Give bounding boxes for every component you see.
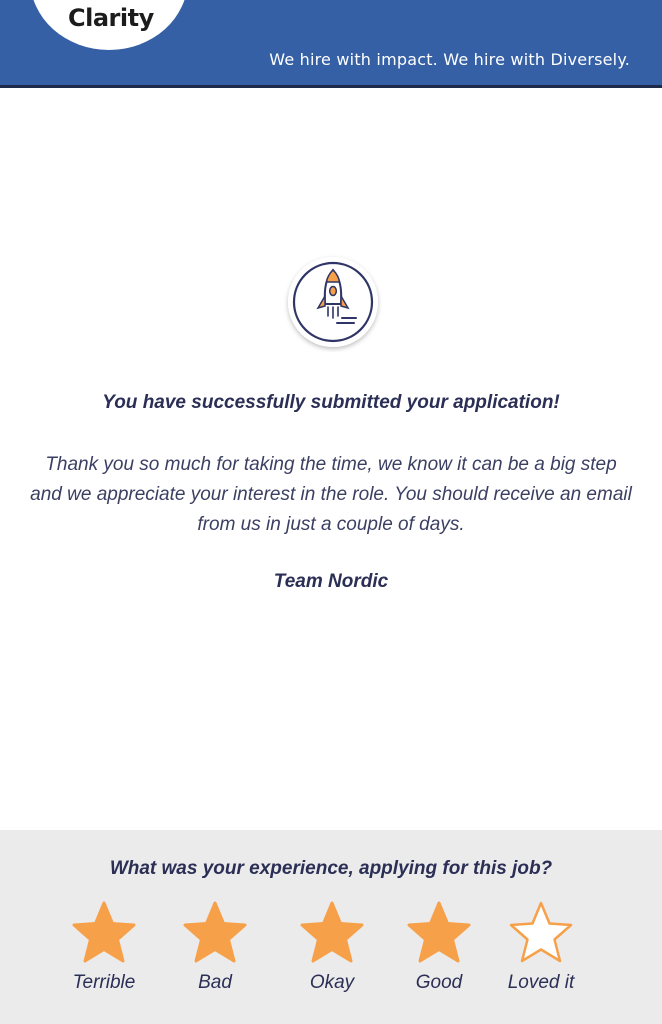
star-icon	[405, 900, 473, 966]
logo[interactable]: Clarity	[68, 4, 154, 32]
star-icon	[70, 900, 138, 966]
signature: Team Nordic	[273, 571, 389, 592]
rating-terrible[interactable]	[59, 900, 149, 994]
rating-bad[interactable]	[170, 900, 260, 994]
rating-loved-it[interactable]	[496, 900, 586, 994]
star-icon	[181, 900, 249, 966]
star-outline-icon	[507, 900, 575, 966]
confirmation-message: Thank you so much for taking the time, we know it can be a big step and we appreciate your interest in the role. You should receive an email from us in just a couple of days.	[30, 454, 632, 535]
rating-label: Terrible	[72, 972, 136, 993]
rating-label: Good	[415, 972, 463, 993]
rating-okay[interactable]	[287, 900, 377, 994]
rating-good[interactable]	[394, 900, 484, 994]
rating-label: Loved it	[507, 972, 575, 993]
rocket-icon	[282, 254, 384, 352]
success-title: You have successfully submitted your application!	[102, 392, 560, 413]
feedback-section	[0, 830, 662, 1024]
rating-label: Okay	[309, 972, 355, 993]
star-icon	[298, 900, 366, 966]
tagline: We hire with impact. We hire with Diversely.	[269, 50, 630, 69]
feedback-question: What was your experience, applying for this job?	[109, 858, 553, 879]
header	[0, 0, 662, 88]
rating-label: Bad	[198, 972, 232, 993]
